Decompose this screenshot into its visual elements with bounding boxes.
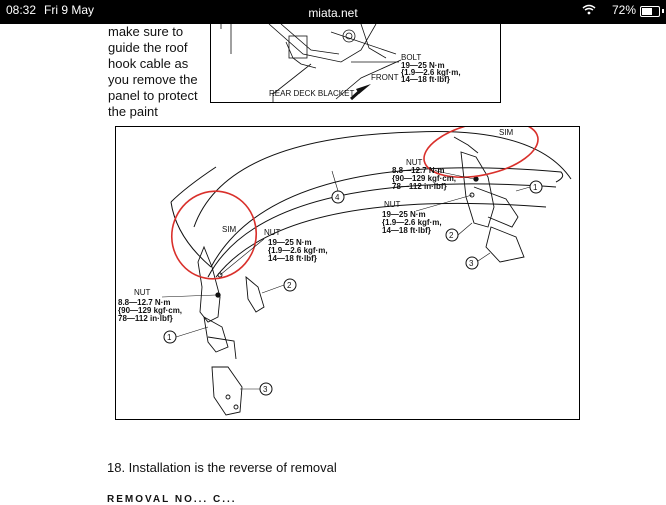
- nut-right-bottom-spec-1: 19—25 N·m: [382, 210, 426, 219]
- nut-right-top-spec-3: 78—112 in·lbf}: [392, 182, 447, 191]
- callout-3-left: [240, 383, 272, 395]
- svg-text:2: 2: [287, 281, 292, 290]
- svg-text:3: 3: [263, 385, 268, 394]
- front-label: FRONT: [371, 73, 399, 82]
- bolt-spec-3: 14—18 ft·lbf}: [401, 75, 450, 84]
- bolt-spec-1: 19—25 N·m: [401, 61, 445, 70]
- callout-1-left: [164, 327, 208, 343]
- step-18-text: 18. Installation is the reverse of removal: [107, 460, 337, 475]
- nut-right-bottom-spec-2: {1.9—2.6 kgf·m,: [382, 218, 442, 227]
- svg-text:4: 4: [335, 193, 340, 202]
- nut-right-bottom-spec-3: 14—18 ft·lbf}: [382, 226, 431, 235]
- nut-left-top-spec-2: {1.9—2.6 kgf·m,: [268, 246, 328, 255]
- nut-left-bottom-spec-3: 78—112 in·lbf}: [118, 314, 173, 323]
- nut-left-bottom-spec-2: {90—129 kgf·cm,: [118, 306, 183, 315]
- sim-label-left: SIM: [222, 225, 237, 234]
- battery-icon: [640, 6, 660, 17]
- svg-text:1: 1: [167, 333, 172, 342]
- callout-3-right: [466, 253, 490, 269]
- nut-left-bottom-label: NUT: [134, 288, 151, 297]
- nut-left-top-spec-1: 19—25 N·m: [268, 238, 312, 247]
- nut-right-bottom-label: NUT: [384, 200, 401, 209]
- bolt-spec-2: {1.9—2.6 kgf·m,: [401, 68, 461, 77]
- top-figure: [210, 24, 501, 103]
- nut-left-top-spec-3: 14—18 ft·lbf}: [268, 254, 317, 263]
- sim-label-right: SIM: [499, 128, 514, 137]
- nut-right-top-label: NUT: [406, 158, 423, 167]
- svg-text:2: 2: [449, 231, 454, 240]
- battery-percent: 72%: [611, 3, 636, 17]
- cut-off-heading: REMOVAL NO... C...: [107, 494, 237, 505]
- wifi-icon: [582, 4, 596, 18]
- nut-right-top-spec-1: 8.8—12.7 N·m: [392, 166, 445, 175]
- callout-4: [332, 171, 344, 203]
- url-label[interactable]: miata.net: [308, 6, 358, 20]
- nut-left-top-label: NUT: [264, 228, 281, 237]
- callout-2-left: [262, 279, 296, 293]
- battery-tip: [662, 9, 664, 13]
- instruction-text: make sure to guide the roof hook cable as you remove the panel to protect the paint: [108, 24, 198, 119]
- nut-left-bottom-spec-1: 8.8—12.7 N·m: [118, 298, 171, 307]
- main-figure: [115, 126, 580, 420]
- svg-text:3: 3: [469, 259, 474, 268]
- date: Fri 9 May: [44, 3, 95, 17]
- clock: 08:32: [6, 3, 37, 17]
- battery-fill: [642, 8, 652, 15]
- svg-text:1: 1: [533, 183, 538, 192]
- bolt-label: BOLT: [401, 53, 422, 62]
- callout-1-right: [516, 181, 542, 193]
- nut-right-top-spec-2: {90—129 kgf·cm,: [392, 174, 457, 183]
- status-bar: [0, 0, 666, 24]
- rear-deck-label: REAR DECK BLACKET: [269, 89, 355, 98]
- callout-2-right: [446, 223, 472, 241]
